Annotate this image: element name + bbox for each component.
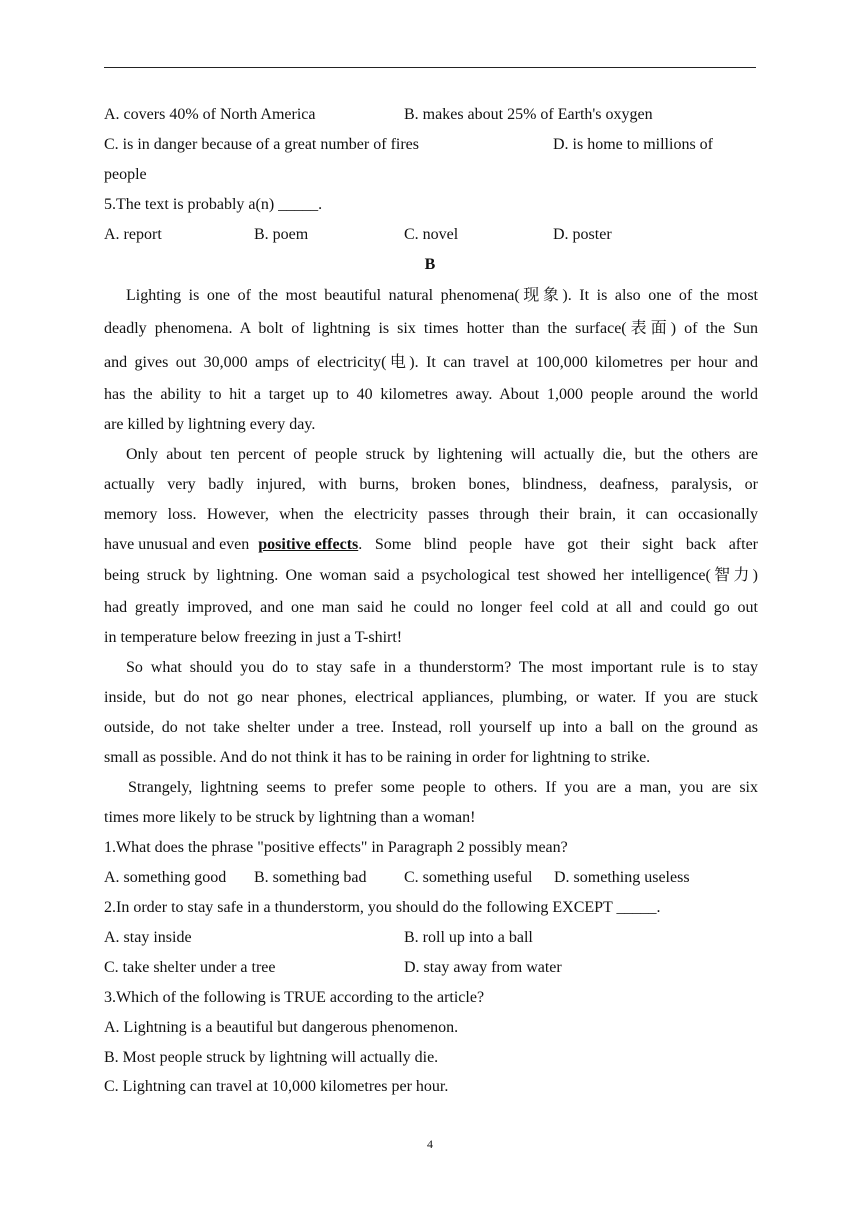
passage-p2-line3: memory loss. However, when the electricity passes through their brain, it can occasionally [104,506,758,523]
passage-p1-line5: are killed by lightning every day. [104,416,316,433]
q2-option-a: A. stay inside [104,929,192,946]
passage-p1-line1: Lighting is one of the most beautiful natural phenomena(现象). It is also one of the most [126,287,758,304]
passage-p1-line4: has the ability to hit a target up to 40 kilometres away. About 1,000 people around the world [104,386,758,403]
question-3: 3.Which of the following is TRUE according to the article? [104,989,485,1006]
q3-option-a: A. Lightning is a beautiful but dangerous phenomenon. [104,1019,459,1036]
passage-p3-line4: small as possible. And do not think it has to be raining in order for lightning to strike. [104,749,651,766]
q5-question: 5.The text is probably a(n) _____. [104,196,323,213]
passage-p2-line6: had greatly improved, and one man said he could no longer feel cold at all and could go out [104,599,758,616]
key-phrase-positive-effects: positive effects [258,536,359,553]
q4-option-b: B. makes about 25% of Earth's oxygen [404,106,653,123]
section-title: B [424,256,436,273]
q2-option-b: B. roll up into a ball [404,929,533,946]
passage-p4-line1: Strangely, lightning seems to prefer some people to others. If you are a man, you are six [128,779,758,796]
passage-p4-line2: times more likely to be struck by lightning than a woman! [104,809,476,826]
passage-p2-line7: in temperature below freezing in just a T-shirt! [104,629,403,646]
passage-p2-line2: actually very badly injured, with burns, broken bones, blindness, deafness, paralysis, or [104,476,758,493]
passage-p1-line2: deadly phenomena. A bolt of lightning is six times hotter than the surface(表面) of the Sun [104,320,758,337]
q4-option-a: A. covers 40% of North America [104,106,316,123]
passage-p3-line3: outside, do not take shelter under a tree. Instead, roll yourself up into a ball on the ground as [104,719,758,736]
question-1: 1.What does the phrase "positive effects" in Paragraph 2 possibly mean? [104,839,568,856]
q5-option-a: A. report [104,226,162,243]
q1-option-d: D. something useless [554,869,690,886]
passage-p3-line2: inside, but do not go near phones, electrical appliances, plumbing, or water. If you are stuck [104,689,758,706]
q2-option-c: C. take shelter under a tree [104,959,276,976]
q5-option-c: C. novel [404,226,459,243]
q1-option-a: A. something good [104,869,227,886]
passage-p2-line1: Only about ten percent of people struck by lightening will actually die, but the others are [126,446,758,463]
q4-option-d: D. is home to millions of [553,136,713,153]
passage-p2-line4-pre: have unusual and even [104,536,254,553]
page-number: 4 [427,1137,433,1151]
q2-option-d: D. stay away from water [404,959,562,976]
header-rule [104,67,756,68]
q4-option-c: C. is in danger because of a great number of fires [104,136,419,153]
q1-option-c: C. something useful [404,869,533,886]
passage-p1-line3: and gives out 30,000 amps of electricity(电). It can travel at 100,000 kilometres per hour and [104,354,758,371]
question-2: 2.In order to stay safe in a thunderstorm, you should do the following EXCEPT _____. [104,899,661,916]
passage-p2-line5: being struck by lightning. One woman said a psychological test showed her intelligence(智力) [104,567,758,584]
q5-option-b: B. poem [254,226,309,243]
q4-option-d-continued: people [104,166,147,183]
passage-p2-line4 [104,535,758,555]
q3-option-c: C. Lightning can travel at 10,000 kilometres per hour. [104,1078,449,1095]
q1-option-b: B. something bad [254,869,367,886]
q5-option-d: D. poster [553,226,612,243]
passage-p3-line1: So what should you do to stay safe in a thunderstorm? The most important rule is to stay [126,659,758,676]
q3-option-b: B. Most people struck by lightning will actually die. [104,1049,439,1066]
passage-p2-line4-post: . Some blind people have got their sight back after [358,536,758,553]
